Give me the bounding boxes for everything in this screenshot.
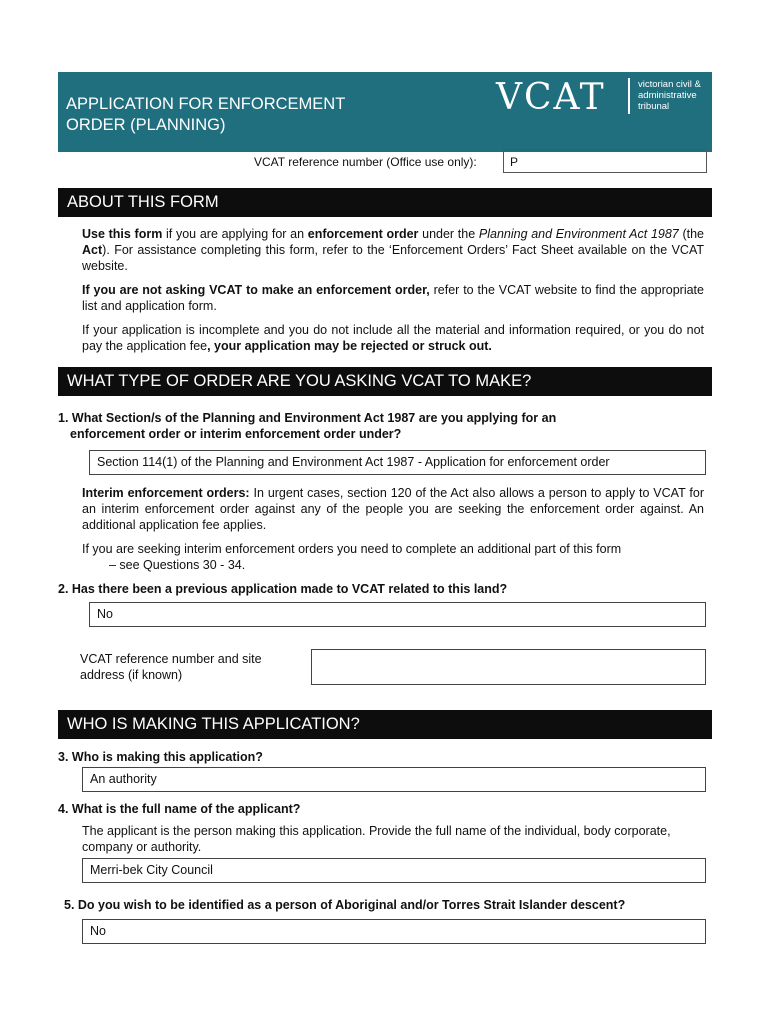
form-title: APPLICATION FOR ENFORCEMENT ORDER (PLANNING) bbox=[66, 95, 346, 134]
question-2: 2. Has there been a previous application made to VCAT related to this land? bbox=[58, 582, 508, 596]
q1-answer-field[interactable]: Section 114(1) of the Planning and Environment Act 1987 - Application for enforcement order bbox=[89, 450, 706, 475]
reference-number-field[interactable] bbox=[503, 149, 707, 173]
vcat-logo: VCAT bbox=[496, 77, 606, 118]
q5-answer-field[interactable]: No bbox=[82, 919, 706, 944]
reference-site-field[interactable] bbox=[311, 649, 706, 685]
q3-answer-field[interactable]: An authority bbox=[82, 767, 706, 792]
q4-help-text: The applicant is the person making this application. Provide the full name of the individual, body corporate, company or authority. bbox=[82, 824, 671, 854]
section-applicant-heading: WHO IS MAKING THIS APPLICATION? bbox=[58, 710, 712, 739]
question-5: 5. Do you wish to be identified as a person of Aboriginal and/or Torres Strait Islander descent? bbox=[64, 898, 626, 912]
about-paragraph-3: If your application is incomplete and you do not include all the material and information required, or you do not pay the application fee, your application may be rejected or struck out. bbox=[82, 323, 704, 353]
q4-answer-field[interactable]: Merri-bek City Council bbox=[82, 858, 706, 883]
section-about-heading: ABOUT THIS FORM bbox=[58, 188, 712, 217]
reference-number-value: P bbox=[510, 155, 519, 169]
interim-orders-paragraph: Interim enforcement orders: In urgent cases, section 120 of the Act also allows a person to apply to VCAT for an interim enforcement order against any of the people you are seeking the enforcement order against. An additional application fee applies. bbox=[82, 486, 704, 532]
question-4: 4. What is the full name of the applicant? bbox=[58, 802, 301, 816]
question-3: 3. Who is making this application? bbox=[58, 750, 263, 764]
q2-answer-field[interactable]: No bbox=[89, 602, 706, 627]
logo-divider bbox=[628, 78, 630, 114]
question-1: 1. What Section/s of the Planning and Environment Act 1987 are you applying for an enforcement order or interim enforcement order under? bbox=[58, 411, 557, 441]
logo-tagline: victorian civil & administrative tribunal bbox=[638, 79, 701, 112]
section-order-type-heading: WHAT TYPE OF ORDER ARE YOU ASKING VCAT TO MAKE? bbox=[58, 367, 712, 396]
about-paragraph-1: Use this form if you are applying for an enforcement order under the Planning and Environment Act 1987 (the Act). For assistance completing this form, refer to the ‘Enforcement Orders’ Fact Sheet available on the VCAT website. bbox=[82, 227, 704, 273]
reference-site-label: VCAT reference number and site address (if known) bbox=[80, 652, 262, 682]
about-paragraph-2: If you are not asking VCAT to make an enforcement order, refer to the VCAT website to find the appropriate list and application form. bbox=[82, 283, 704, 313]
interim-orders-note: If you are seeking interim enforcement orders you need to complete an additional part of this form – see Questions 30 - 34. bbox=[82, 542, 622, 572]
reference-number-label: VCAT reference number (Office use only): bbox=[254, 155, 477, 169]
